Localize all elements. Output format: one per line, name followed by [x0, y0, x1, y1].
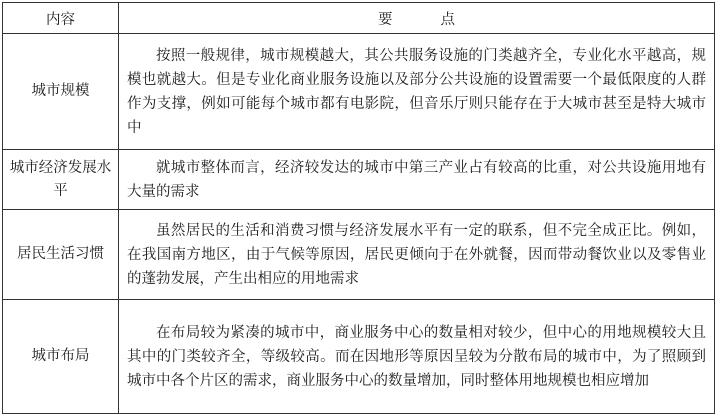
row-text: 就城市整体而言，经济较发达的城市中第三产业占有较高的比重，对公共设施用地有大量的需求: [119, 150, 715, 210]
table-row: [3, 150, 715, 210]
row-label: 城市布局: [3, 300, 119, 414]
factors-table: [2, 2, 715, 414]
header-key-points: 要点: [119, 3, 715, 34]
row-text: 按照一般规律，城市规模越大，其公共服务设施的门类越齐全，专业化水平越高，规模也就越大。但是专业化商业服务设施以及部分公共设施的设置需要一个最低限度的人群作为支撑，例如可能每个城市都有电影院，但音乐厅则只能存在于大城市甚至是特大城市中: [119, 34, 715, 150]
row-text: 在布局较为紧凑的城市中，商业服务中心的数量相对较少，但中心的用地规模较大且其中的门类较齐全，等级较高。而在因地形等原因呈较为分散布局的城市中，为了照顾到城市中各个片区的需求，商业服务中心的数量增加，同时整体用地规模也相应增加: [119, 300, 715, 414]
table-row: [3, 300, 715, 414]
row-label: 居民生活习惯: [3, 210, 119, 300]
header-content: 内容: [3, 3, 119, 34]
row-label: 城市规模: [3, 34, 119, 150]
table-row: [3, 210, 715, 300]
table-header-row: [3, 3, 715, 34]
row-label: 城市经济发展水平: [3, 150, 119, 210]
row-text: 虽然居民的生活和消费习惯与经济发展水平有一定的联系，但不完全成正比。例如，在我国南方地区，由于气候等原因，居民更倾向于在外就餐，因而带动餐饮业以及零售业的蓬勃发展，产生出相应的用地需求: [119, 210, 715, 300]
table-row: [3, 34, 715, 150]
